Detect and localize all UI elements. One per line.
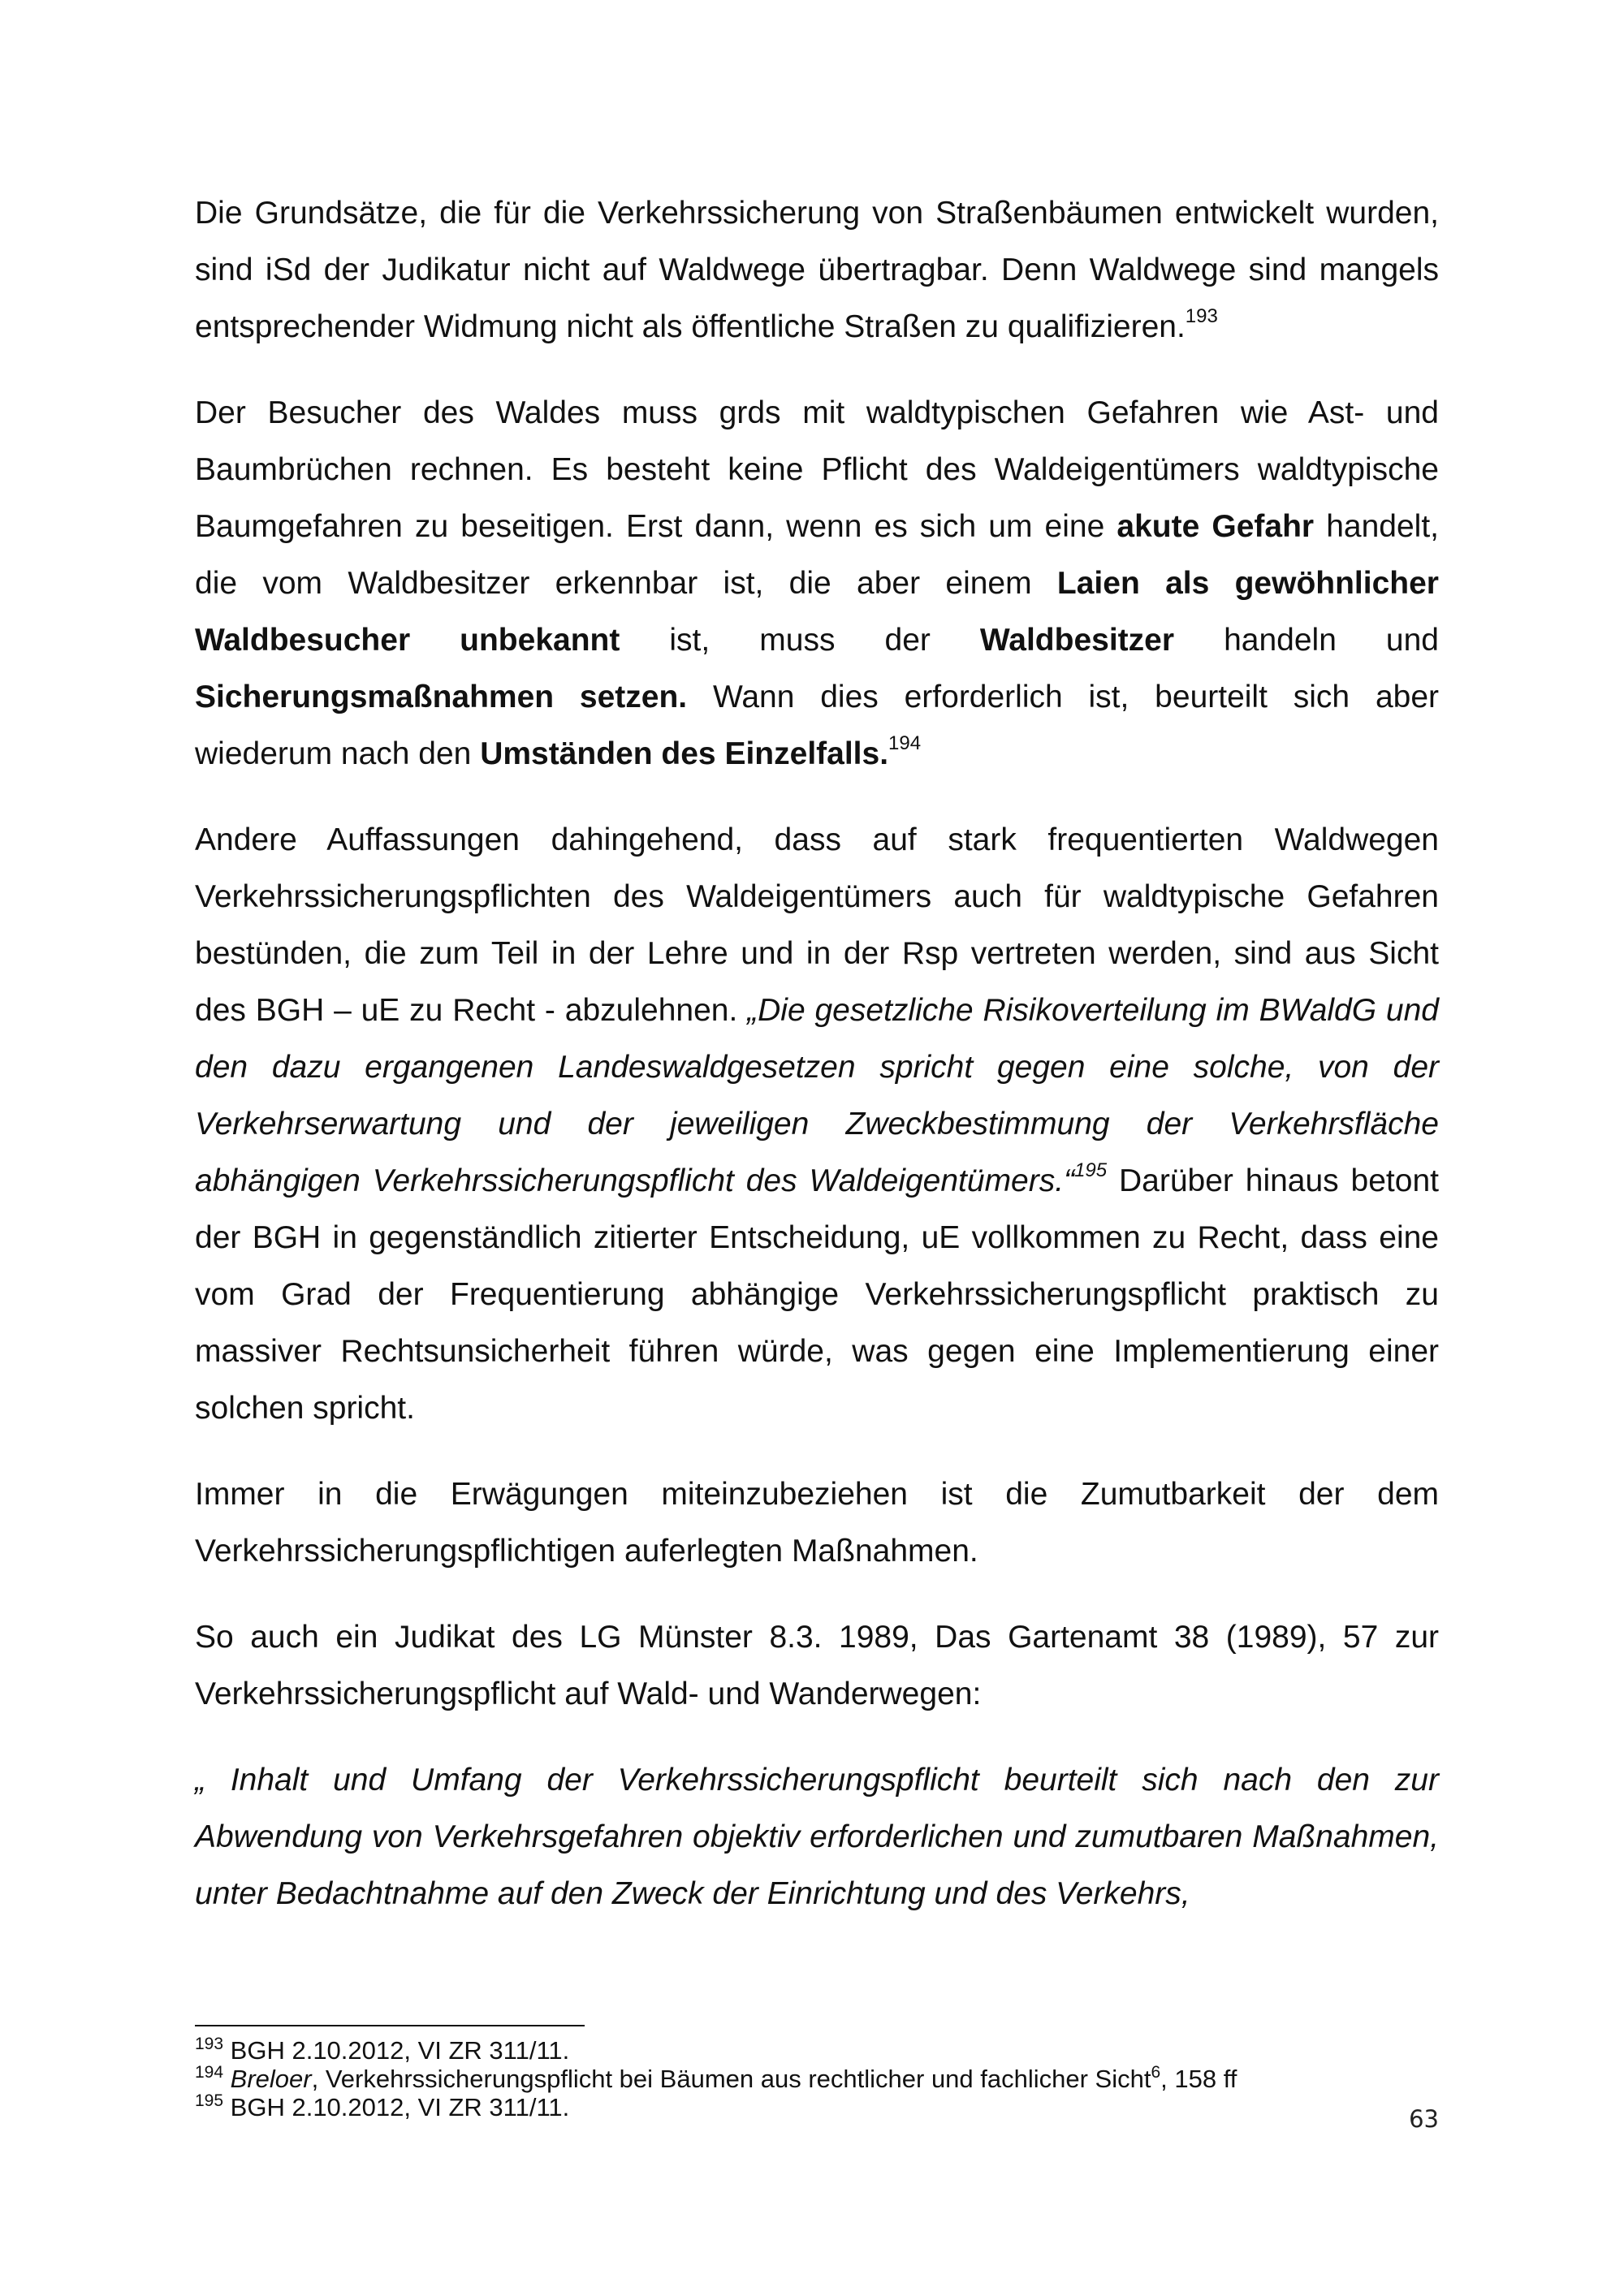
paragraph-text: „ Inhalt und Umfang der Verkehrssicherungspflicht beurteilt sich nach den zur Abwendung von Verkehrsgefahren objektiv erforderlichen und zumutbaren Maßnahmen, unter Bedachtnahme auf den Zweck der Einrichtung und des Verkehrs, [195,1763,1439,1911]
paragraph-andere-auffassungen [195,812,1439,1437]
footnote-number: 193 [195,2035,224,2053]
footnotes [195,2036,1439,2121]
paragraph-text: So auch ein Judikat des LG Münster 8.3. 1989, Das Gartenamt 38 (1989), 57 zur Verkehrssicherungspflicht auf Wald- und Wanderwegen: [195,1620,1439,1711]
paragraph-quote-inhalt-umfang [195,1752,1439,1923]
paragraph-text: Immer in die Erwägungen miteinzubeziehen ist die Zumutbarkeit der dem Verkehrssicherungspflichtigen auferlegten Maßnahmen. [195,1477,1439,1569]
footnote-ref-195 [1074,1159,1107,1181]
footnote-number: 195 [195,2091,224,2110]
italic-bgh-quote: „Die gesetzliche Risikoverteilung im BWaldG und den dazu ergangenen Landeswaldgesetzen spricht gegen eine solche, von der Verkehrserwartung und der jeweiligen Zweckbestimmung der Verkehrsfläche abhängigen Verkehrssicherungspflicht des Waldeigentümers.“ [195,993,1439,1198]
text-run: handeln und [1174,623,1440,658]
footnote-author: Breloer [230,2065,312,2093]
footnote-text: BGH 2.10.2012, VI ZR 311/11. [230,2036,570,2065]
footnote-ref-194: 194 [888,732,922,754]
page-number: 63 [1409,2105,1439,2133]
bold-akute-gefahr: akute Gefahr [1116,509,1315,544]
text-run: handelt, die vom Waldbesitzer erkennbar ist, die aber einem [195,509,1440,601]
footnote-195 [195,2093,1439,2121]
paragraph-lg-muenster [195,1609,1439,1723]
bold-sicherungsmassnahmen: Sicherungsmaßnahmen setzen. [195,680,688,714]
footnote-ref-195-number: 195 [1074,1159,1108,1181]
footnote-pages: , 158 ff [1160,2065,1237,2093]
paragraph-zumutbarkeit [195,1466,1439,1580]
paragraph-text: Die Grundsätze, die für die Verkehrssicherung von Straßenbäumen entwickelt wurden, sind iSd der Judikatur nicht auf Waldwege übertragbar. Denn Waldwege sind mangels entsprechender Widmung nicht als öffentliche Straßen zu qualifizieren. [195,196,1439,344]
text-run: Der Besucher des Waldes muss grds mit waldtypischen Gefahren wie Ast- und Baumbrüchen rechnen. Es besteht keine Pflicht des Waldeigentümers waldtypische Baumgefahren zu beseitigen. Erst dann, wenn es sich um eine [195,395,1439,544]
footnote-text: , Verkehrssicherungspflicht bei Bäumen aus rechtlicher und fachlicher Sicht [311,2065,1151,2093]
body-text [195,185,1439,1952]
footnote-194 [195,2065,1439,2093]
text-run: Andere Auffassungen dahingehend, dass auf stark frequentierten Waldwegen Verkehrssicherungspflichten des Waldeigentümers auch für waldtypische Gefahren bestünden, die zum Teil in der Lehre und in der Rsp vertreten werden, sind aus Sicht des BGH – uE zu Recht - abzulehnen. [195,822,1439,1028]
footnote-number: 194 [195,2063,224,2082]
footnote-separator [195,2025,585,2026]
footnote-193 [195,2036,1439,2065]
bold-waldbesitzer: Waldbesitzer [979,623,1175,658]
text-run: Wann dies erforderlich ist, beurteilt sich aber wiederum nach den [195,680,1439,771]
paragraph-waldtypische-gefahren [195,385,1439,783]
footnote-ref-193: 193 [1185,305,1218,327]
footnote-edition: 6 [1151,2063,1161,2082]
bold-laien: Laien als gewöhnlicher Waldbesucher unbekannt [195,566,1439,658]
text-run: Darüber hinaus betont der BGH in gegenständlich zitierter Entscheidung, uE vollkommen zu Recht, dass eine vom Grad der Frequentierung abhängige Verkehrssicherungspflicht praktisch zu massiver Rechtsunsicherheit führen würde, was gegen eine Implementierung einer solchen spricht. [195,1163,1439,1426]
paragraph-waldwege [195,185,1439,356]
footnote-text: BGH 2.10.2012, VI ZR 311/11. [230,2093,570,2121]
text-run: ist, muss der [620,623,980,658]
bold-umstaende: Umständen des Einzelfalls. [480,736,889,771]
